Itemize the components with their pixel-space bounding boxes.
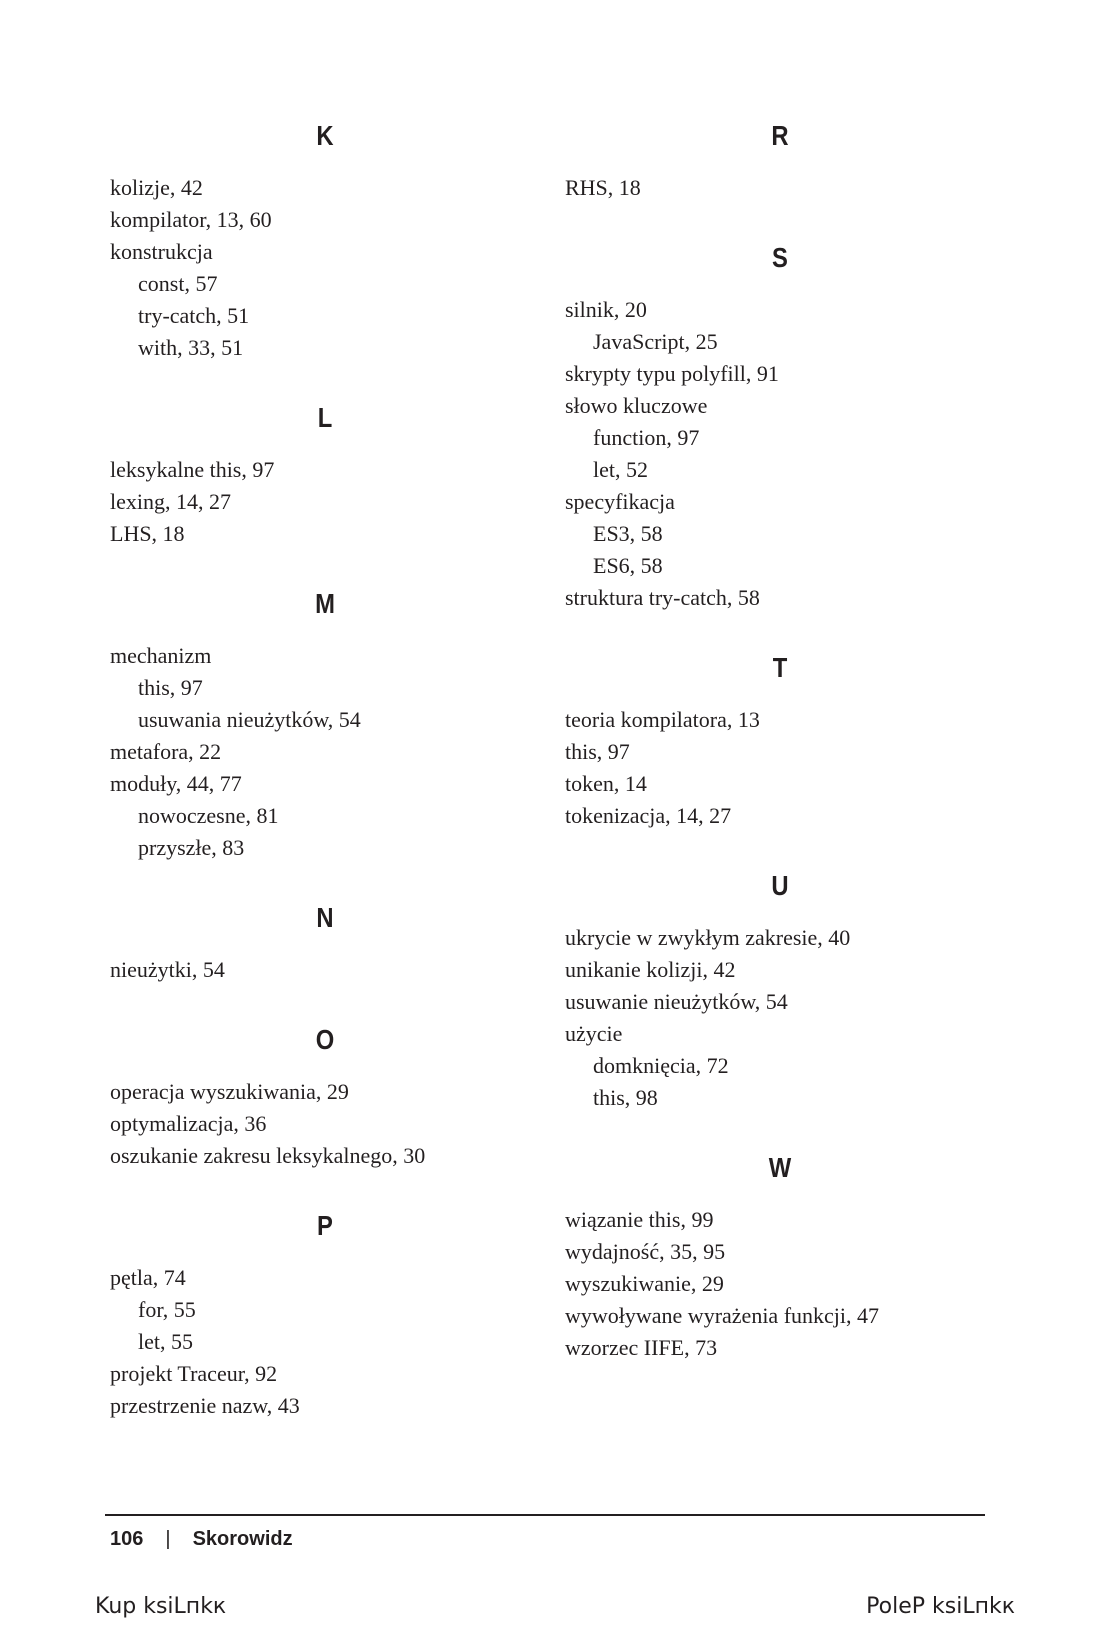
index-entry: teoria kompilatora, 13: [565, 707, 760, 732]
index-section: [565, 870, 995, 1114]
section-letter: O: [315, 1024, 335, 1055]
index-section: [110, 1210, 540, 1422]
section-gap: [110, 864, 540, 902]
section-gap: [565, 204, 995, 242]
index-section: [110, 120, 540, 364]
section-gap: [110, 1172, 540, 1210]
index-entry: token, 14: [565, 771, 647, 796]
index-entry: wzorzec IIFE, 73: [565, 1335, 718, 1360]
section-letter: M: [315, 588, 335, 619]
section-gap: [110, 364, 540, 402]
section-gap: [110, 550, 540, 588]
index-entry: skrypty typu polyfill, 91: [565, 361, 779, 386]
section-gap: [565, 1114, 995, 1152]
index-entry: specyfikacja: [565, 489, 675, 514]
index-subentry: ES6, 58: [593, 553, 663, 578]
index-entry: this, 97: [565, 739, 630, 764]
index-entry: konstrukcja: [110, 239, 213, 264]
index-entry: wiązanie this, 99: [565, 1207, 714, 1232]
index-entry: tokenizacja, 14, 27: [565, 803, 732, 828]
index-entry: wyszukiwanie, 29: [565, 1271, 724, 1296]
index-section: [565, 120, 995, 204]
section-letter: R: [771, 120, 789, 151]
index-column-right: [565, 120, 995, 1364]
index-entry: projekt Traceur, 92: [110, 1361, 278, 1386]
index-subentry: usuwania nieużytków, 54: [138, 707, 361, 732]
index-subentry: this, 97: [138, 675, 203, 700]
index-section: [110, 588, 540, 864]
index-subentry: with, 33, 51: [138, 335, 244, 360]
index-entry: kolizje, 42: [110, 175, 203, 200]
section-letter: P: [317, 1210, 333, 1241]
index-entry: wywoływane wyrażenia funkcji, 47: [565, 1303, 880, 1328]
footer-rule: [105, 1514, 985, 1516]
index-entry: wydajność, 35, 95: [565, 1239, 726, 1264]
section-letter: N: [316, 902, 334, 933]
index-entry: usuwanie nieużytków, 54: [565, 989, 788, 1014]
index-subentry: this, 98: [593, 1085, 658, 1110]
index-subentry: let, 52: [593, 457, 648, 482]
index-entry: oszukanie zakresu leksykalnego, 30: [110, 1143, 426, 1168]
index-section: [565, 1152, 995, 1364]
index-subentry: ES3, 58: [593, 521, 663, 546]
index-section: [110, 902, 540, 986]
index-subentry: function, 97: [593, 425, 700, 450]
index-entry: unikanie kolizji, 42: [565, 957, 736, 982]
index-entry: RHS, 18: [565, 175, 641, 200]
index-subentry: for, 55: [138, 1297, 196, 1322]
index-entry: użycie: [565, 1021, 623, 1046]
page-footer: [110, 1526, 293, 1552]
index-subentry: przyszłe, 83: [138, 835, 245, 860]
index-entry: lexing, 14, 27: [110, 489, 231, 514]
section-letter: U: [771, 870, 789, 901]
index-section: [110, 1024, 540, 1172]
buy-book-link[interactable]: Kup ksiLпkк: [95, 1594, 227, 1619]
recommend-book-link[interactable]: PoleP ksiLпkк: [866, 1594, 1015, 1619]
section-letter: S: [772, 242, 788, 273]
index-section: [565, 242, 995, 614]
index-entry: ukrycie w zwykłym zakresie, 40: [565, 925, 851, 950]
index-subentry: let, 55: [138, 1329, 193, 1354]
index-entry: kompilator, 13, 60: [110, 207, 272, 232]
index-entry: nieużytki, 54: [110, 957, 225, 982]
index-section: [110, 402, 540, 550]
index-column-left: [110, 120, 540, 1422]
section-gap: [110, 986, 540, 1024]
index-subentry: try-catch, 51: [138, 303, 250, 328]
index-entry: silnik, 20: [565, 297, 647, 322]
section-letter: T: [772, 652, 788, 683]
index-entry: metafora, 22: [110, 739, 222, 764]
index-entry: struktura try-catch, 58: [565, 585, 760, 610]
index-entry: słowo kluczowe: [565, 393, 708, 418]
index-entry: pętla, 74: [110, 1265, 186, 1290]
footer-separator: |: [165, 1528, 171, 1550]
index-subentry: nowoczesne, 81: [138, 803, 279, 828]
index-entry: operacja wyszukiwania, 29: [110, 1079, 349, 1104]
section-letter: W: [768, 1152, 792, 1183]
index-entry: leksykalne this, 97: [110, 457, 275, 482]
index-entry: LHS, 18: [110, 521, 185, 546]
index-entry: optymalizacja, 36: [110, 1111, 267, 1136]
index-entry: moduły, 44, 77: [110, 771, 242, 796]
index-subentry: domknięcia, 72: [593, 1053, 729, 1078]
section-gap: [565, 832, 995, 870]
page-number: 106: [110, 1528, 144, 1550]
index-entry: przestrzenie nazw, 43: [110, 1393, 300, 1418]
index-section: [565, 652, 995, 832]
index-subentry: JavaScript, 25: [593, 329, 718, 354]
section-letter: K: [316, 120, 334, 151]
index-entry: mechanizm: [110, 643, 212, 668]
section-letter: L: [317, 402, 333, 433]
index-subentry: const, 57: [138, 271, 218, 296]
section-title: Skorowidz: [192, 1528, 293, 1550]
section-gap: [565, 614, 995, 652]
